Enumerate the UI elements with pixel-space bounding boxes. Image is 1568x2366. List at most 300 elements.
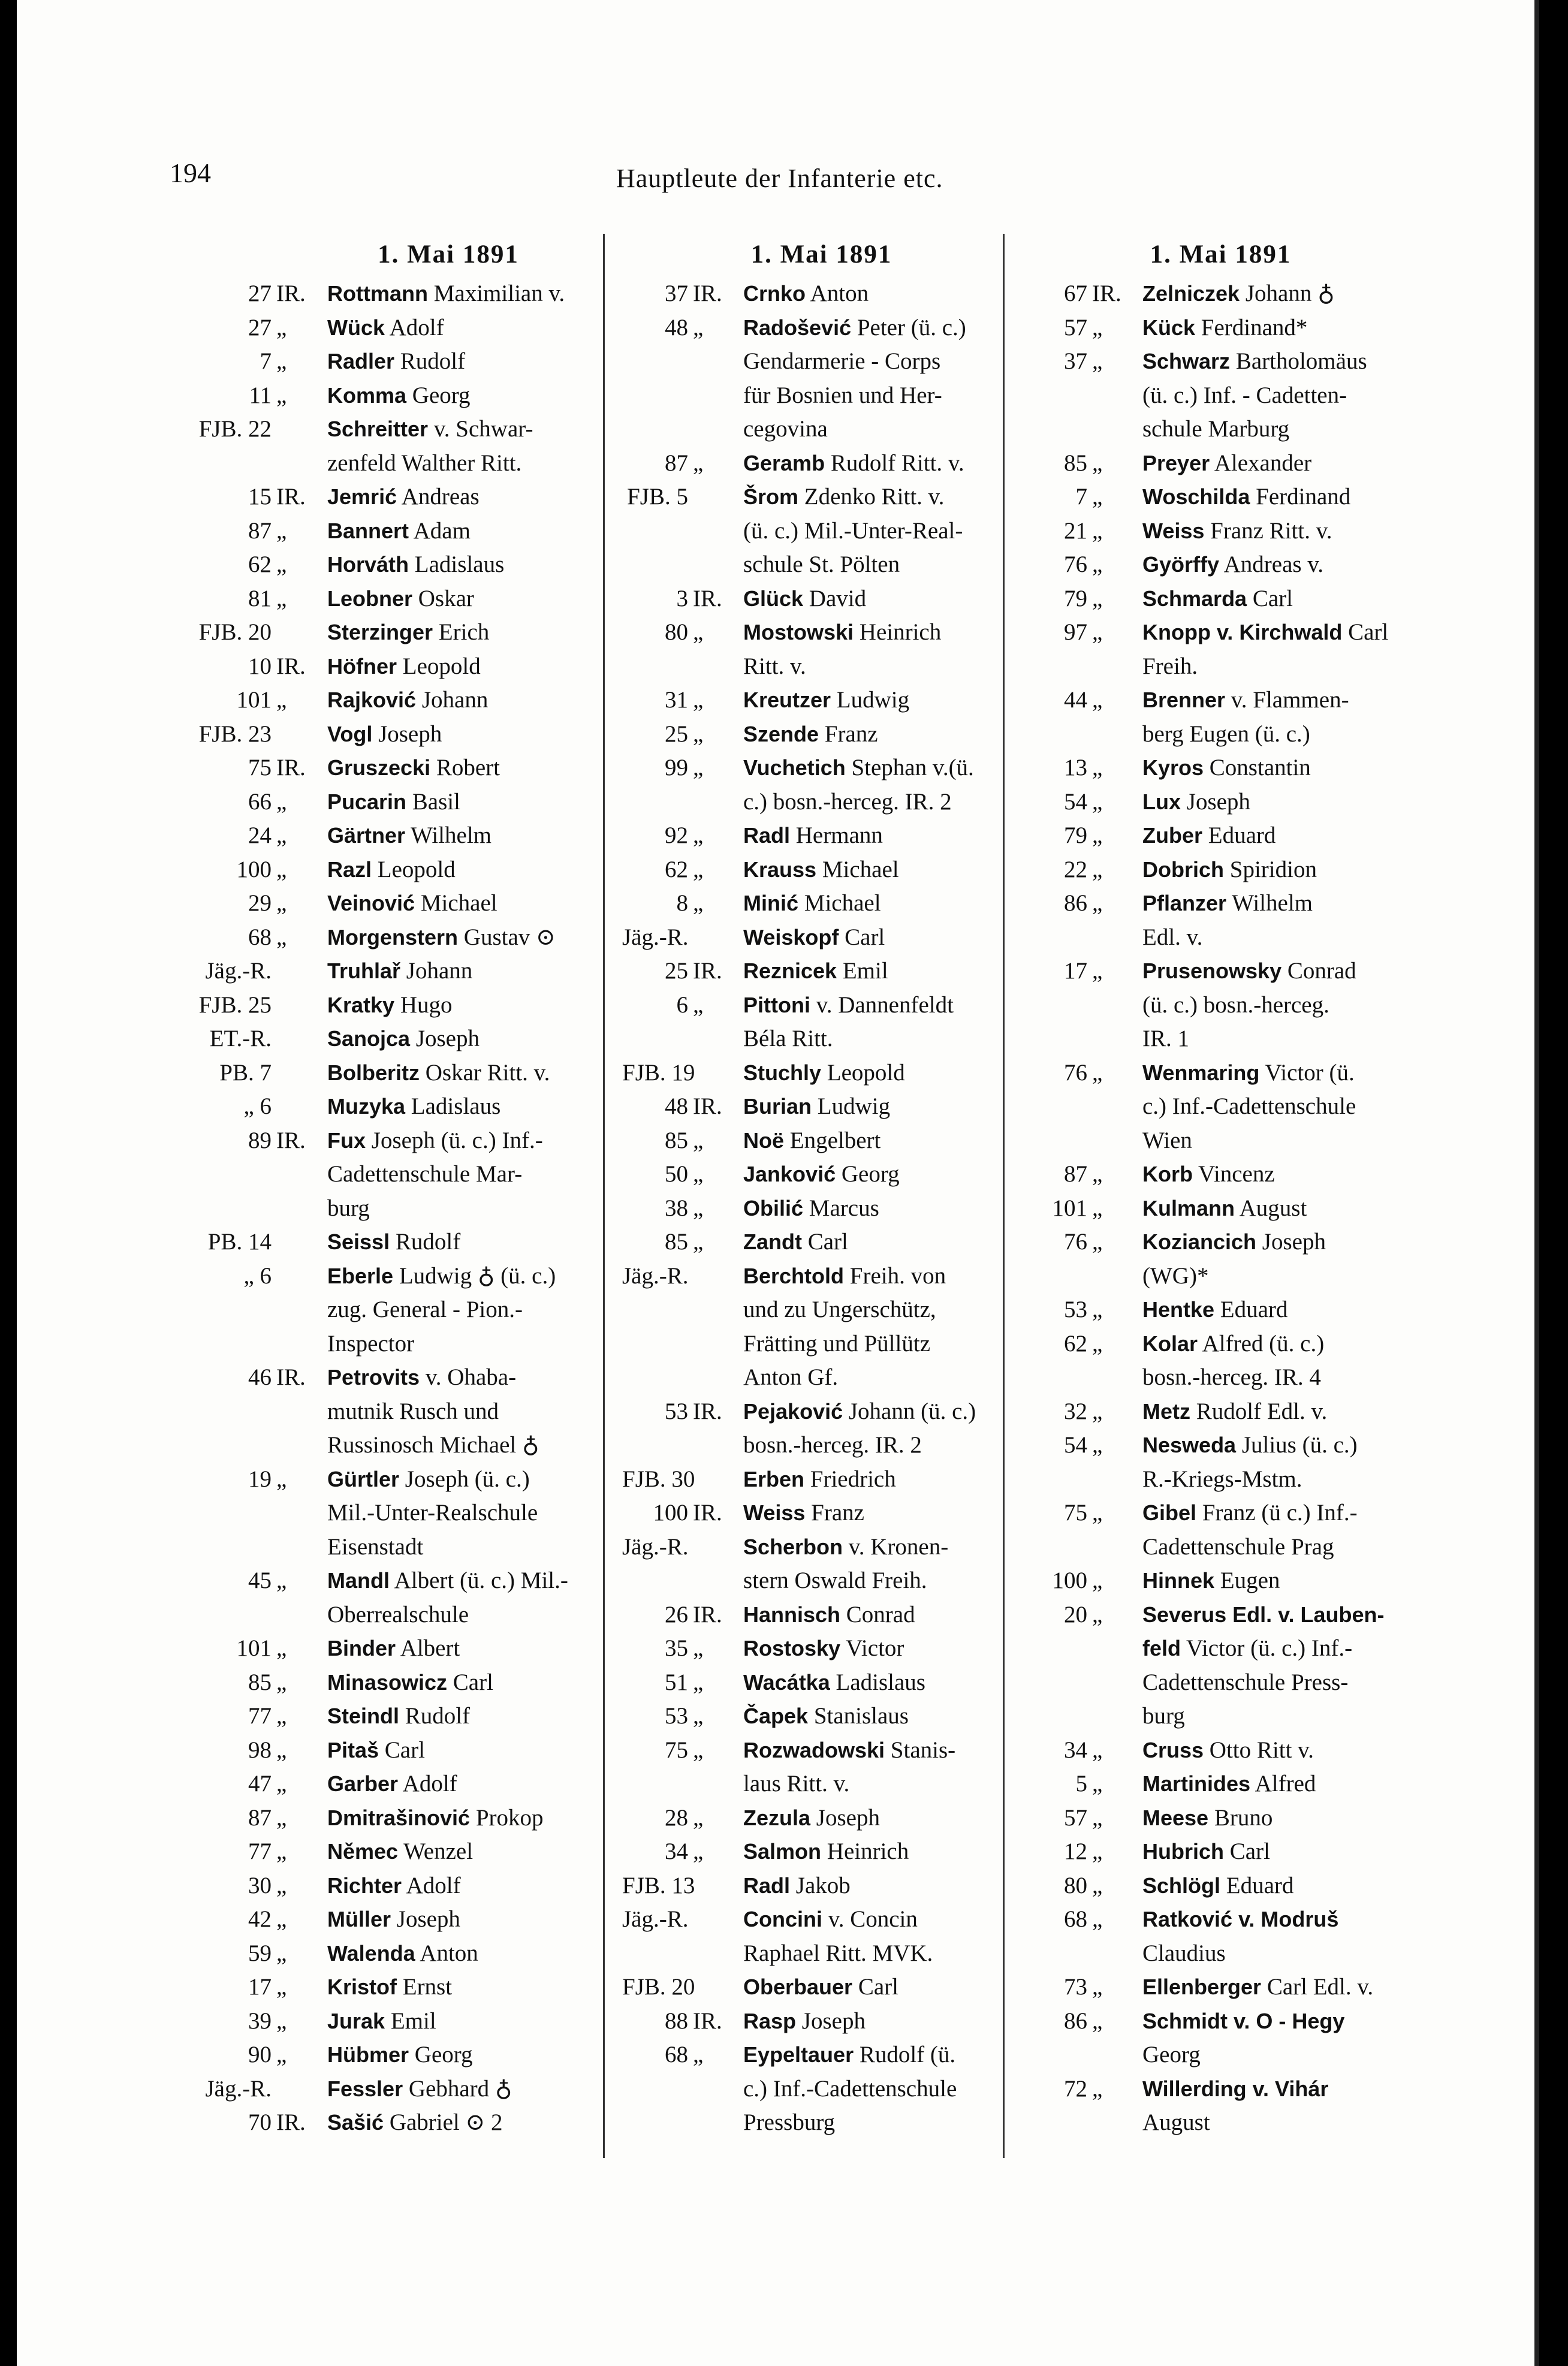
given-name-details: Stephan v.(ü. c.) bosn.-herceg. IR. 2 bbox=[743, 755, 974, 815]
surname: Nesweda bbox=[1142, 1433, 1237, 1457]
regiment-type: „ bbox=[693, 1703, 704, 1729]
regiment-type bbox=[688, 1530, 743, 1598]
unit-number: 54 bbox=[1064, 1432, 1087, 1458]
officer-entry bbox=[327, 514, 628, 548]
unit-number: 28 bbox=[665, 1804, 688, 1831]
surname: Weiskopf bbox=[743, 924, 839, 950]
list-item bbox=[622, 954, 1021, 988]
given-name-details: v. Dannenfeldt Béla Ritt. bbox=[743, 991, 954, 1051]
regiment-type: „ bbox=[693, 687, 704, 713]
regiment-type: IR. bbox=[276, 755, 306, 780]
officer-entry bbox=[1142, 887, 1420, 954]
surname: Gürtler bbox=[327, 1466, 400, 1491]
given-name-details: Gabriel ⊙ 2 bbox=[384, 2109, 503, 2135]
officer-entry bbox=[743, 1734, 1021, 1801]
surname: Leobner bbox=[327, 586, 413, 611]
list-item bbox=[197, 2038, 628, 2072]
given-name-details: Leopold bbox=[372, 856, 456, 882]
list-item bbox=[197, 1124, 628, 1226]
surname: Hubrich bbox=[1142, 1839, 1225, 1864]
given-name-details: Eugen bbox=[1214, 1568, 1280, 1593]
surname: Čapek bbox=[743, 1704, 809, 1728]
officer-entry bbox=[743, 311, 1021, 447]
given-name-details: Johann ♁ bbox=[1240, 281, 1335, 306]
surname: Dobrich bbox=[1142, 857, 1225, 882]
regiment-type: „ bbox=[1092, 517, 1103, 544]
surname: Zuber bbox=[1142, 823, 1203, 848]
given-name-details: Ludwig bbox=[812, 1093, 891, 1119]
regiment-type: „ bbox=[276, 924, 287, 950]
officer-entry bbox=[327, 480, 628, 514]
given-name-details: Conrad (ü. c.) bosn.-herceg. IR. 1 bbox=[1142, 958, 1356, 1051]
list-item bbox=[197, 1259, 628, 1361]
regiment-type bbox=[272, 1090, 327, 1124]
officer-entry bbox=[743, 1801, 1021, 1835]
given-name-details: Prokop bbox=[470, 1804, 544, 1831]
officer-entry bbox=[327, 1259, 628, 1361]
surname: Wenmaring bbox=[1142, 1060, 1260, 1085]
given-name-details: Heinrich bbox=[821, 1838, 909, 1864]
unit-number: PB. 7 bbox=[219, 1059, 272, 1086]
officer-entry bbox=[743, 582, 1021, 616]
officer-entry bbox=[1142, 548, 1420, 582]
column-3 bbox=[1021, 240, 1420, 2140]
unit-number: FJB. 20 bbox=[198, 619, 272, 645]
officer-entry bbox=[743, 954, 1021, 988]
surname: Weiss bbox=[743, 1500, 806, 1525]
surname: Pflanzer bbox=[1142, 891, 1227, 915]
officer-entry bbox=[743, 1632, 1021, 1666]
unit-number: 17 bbox=[248, 1974, 272, 2000]
unit-number: 19 bbox=[248, 1466, 272, 1492]
regiment-type: „ bbox=[1092, 788, 1103, 815]
list-item bbox=[197, 1056, 628, 1090]
regiment-type: „ bbox=[276, 1466, 287, 1492]
surname: Eypeltauer bbox=[743, 2042, 854, 2067]
list-item bbox=[1021, 683, 1420, 751]
surname: Mandl bbox=[327, 1568, 390, 1593]
unit-number: 54 bbox=[1064, 788, 1087, 815]
surname: Oberbauer bbox=[743, 1975, 853, 1999]
surname: Jemrić bbox=[327, 484, 397, 509]
officer-entry bbox=[1142, 1428, 1420, 1496]
officer-entry bbox=[1142, 514, 1420, 548]
regiment-type: „ bbox=[276, 551, 287, 577]
surname: Dmitrašinović bbox=[327, 1805, 471, 1830]
given-name-details: Carl Edl. v. bbox=[1261, 1974, 1374, 2000]
regiment-type: IR. bbox=[276, 2109, 306, 2135]
list-item bbox=[622, 1124, 1021, 1158]
officer-entry bbox=[1142, 2005, 1420, 2072]
surname: Šrom bbox=[743, 484, 799, 509]
list-item bbox=[622, 447, 1021, 481]
surname: Binder bbox=[327, 1636, 396, 1660]
officer-entry bbox=[1142, 311, 1420, 345]
list-item bbox=[1021, 616, 1420, 683]
list-item bbox=[197, 2072, 628, 2106]
surname: Rozwadowski bbox=[743, 1737, 885, 1762]
unit-number: 101 bbox=[1052, 1195, 1087, 1221]
given-name-details: Eduard bbox=[1214, 1297, 1288, 1322]
regiment-type: IR. bbox=[276, 1127, 306, 1153]
given-name-details: Joseph bbox=[410, 1026, 480, 1051]
surname: Rasp bbox=[743, 2008, 797, 2033]
unit-number: Jäg.-R. bbox=[622, 1533, 689, 1560]
surname: Lux bbox=[1142, 789, 1181, 814]
regiment-type: IR. bbox=[693, 585, 722, 611]
list-item bbox=[197, 1801, 628, 1835]
column-heading: 1. Mai 1891 bbox=[378, 240, 519, 269]
surname: Walenda bbox=[327, 1940, 415, 1966]
given-name-details: Ladislaus bbox=[830, 1669, 925, 1695]
surname: Reznicek bbox=[743, 959, 837, 983]
surname: Geramb bbox=[743, 450, 825, 475]
officer-entry bbox=[743, 1903, 1021, 1970]
regiment-type: „ bbox=[1092, 1500, 1103, 1526]
list-item bbox=[197, 1937, 628, 1971]
surname: Cruss bbox=[1142, 1737, 1204, 1762]
officer-entry bbox=[743, 1225, 1021, 1259]
officer-entry bbox=[743, 1530, 1021, 1598]
unit-number: 80 bbox=[1064, 1872, 1087, 1898]
surname: Rottmann bbox=[327, 281, 428, 306]
officer-entry bbox=[327, 1767, 628, 1801]
unit-number: 27 bbox=[248, 314, 272, 340]
unit-number: 59 bbox=[248, 1940, 272, 1966]
given-name-details: Adam bbox=[409, 517, 471, 544]
list-item bbox=[197, 718, 628, 752]
surname: Koziancich bbox=[1142, 1229, 1257, 1254]
surname: Willerding v. Vihár bbox=[1142, 2076, 1329, 2101]
regiment-type bbox=[688, 1056, 743, 1090]
list-item bbox=[622, 1158, 1021, 1192]
surname: Eberle bbox=[327, 1263, 394, 1288]
given-name-details: Joseph (WG)* bbox=[1142, 1229, 1326, 1289]
surname: Pittoni bbox=[743, 992, 810, 1017]
list-item bbox=[1021, 1192, 1420, 1226]
list-item bbox=[1021, 480, 1420, 514]
unit-number: FJB. 19 bbox=[622, 1059, 695, 1086]
list-item bbox=[622, 1699, 1021, 1734]
regiment-type: „ bbox=[1092, 551, 1103, 577]
entry-list bbox=[622, 277, 1021, 2140]
regiment-type: „ bbox=[693, 1804, 704, 1831]
regiment-type: „ bbox=[276, 1804, 287, 1831]
officer-entry bbox=[1142, 1903, 1420, 1970]
regiment-type: IR. bbox=[693, 2008, 722, 2034]
given-name-details: Alfred bbox=[1250, 1771, 1316, 1797]
unit-number: 62 bbox=[1064, 1330, 1087, 1357]
unit-number: 87 bbox=[665, 450, 688, 476]
officer-entry bbox=[327, 2038, 628, 2072]
unit-number: 101 bbox=[236, 1635, 272, 1661]
running-title: Hauptleute der Infanterie etc. bbox=[616, 164, 943, 193]
officer-entry bbox=[743, 1463, 1021, 1497]
unit-number: 62 bbox=[665, 856, 688, 882]
officer-entry bbox=[327, 379, 628, 413]
surname: Ellenberger bbox=[1142, 1975, 1262, 1999]
given-name-details: Albert (ü. c.) Mil.- Oberrealschule bbox=[327, 1568, 568, 1627]
unit-number: 6 bbox=[676, 991, 688, 1018]
unit-number: 87 bbox=[1064, 1161, 1087, 1187]
surname: Weiss bbox=[1142, 518, 1205, 543]
regiment-type: „ bbox=[276, 1669, 287, 1695]
regiment-type: „ bbox=[276, 1568, 287, 1593]
list-item bbox=[622, 1463, 1021, 1497]
regiment-type: IR. bbox=[276, 484, 306, 510]
given-name-details: Carl bbox=[447, 1669, 493, 1695]
unit-number: 73 bbox=[1064, 1974, 1087, 2000]
list-item bbox=[622, 2038, 1021, 2140]
regiment-type: „ bbox=[1092, 1601, 1103, 1627]
given-name-details: Robert bbox=[430, 755, 500, 780]
surname: Schlögl bbox=[1142, 1873, 1221, 1898]
officer-entry bbox=[1142, 1564, 1420, 1598]
surname: Radošević bbox=[743, 315, 852, 340]
list-item bbox=[622, 1801, 1021, 1835]
list-item bbox=[622, 582, 1021, 616]
officer-entry bbox=[743, 1395, 1021, 1463]
regiment-type: „ bbox=[693, 856, 704, 882]
regiment-type: „ bbox=[693, 2042, 704, 2067]
unit-number: 75 bbox=[1064, 1500, 1087, 1526]
unit-number: 35 bbox=[665, 1635, 688, 1661]
officer-entry bbox=[1142, 447, 1420, 481]
given-name-details: Johann (ü. c.) bosn.-herceg. IR. 2 bbox=[743, 1398, 976, 1458]
regiment-type bbox=[688, 1970, 743, 2005]
officer-entry bbox=[327, 345, 628, 379]
unit-number: 90 bbox=[248, 2042, 272, 2067]
surname: Pitaš bbox=[327, 1737, 379, 1762]
list-item bbox=[197, 582, 628, 616]
surname: Hannisch bbox=[743, 1602, 841, 1627]
list-item bbox=[622, 1903, 1021, 1970]
given-name-details: Adolf bbox=[398, 1771, 457, 1797]
unit-number: 7 bbox=[260, 348, 272, 374]
column-heading: 1. Mai 1891 bbox=[750, 240, 892, 269]
unit-number: 100 bbox=[1052, 1568, 1087, 1593]
unit-number: PB. 14 bbox=[207, 1229, 272, 1255]
officer-entry bbox=[743, 1666, 1021, 1700]
surname: Müller bbox=[327, 1907, 391, 1931]
officer-entry bbox=[743, 683, 1021, 718]
officer-entry bbox=[1142, 277, 1420, 311]
given-name-details: v. Schwar- zenfeld Walther Ritt. bbox=[327, 416, 533, 476]
unit-number: 67 bbox=[1064, 281, 1087, 306]
unit-number: 27 bbox=[248, 281, 272, 306]
regiment-type bbox=[272, 718, 327, 752]
list-item bbox=[197, 379, 628, 413]
regiment-type: „ bbox=[276, 788, 287, 815]
list-item bbox=[197, 412, 628, 480]
officer-entry bbox=[327, 2072, 628, 2106]
regiment-type: IR. bbox=[693, 1500, 722, 1526]
officer-entry bbox=[1142, 1293, 1420, 1327]
regiment-type: „ bbox=[276, 2042, 287, 2067]
surname: Kück bbox=[1142, 315, 1196, 340]
surname: Schmarda bbox=[1142, 586, 1247, 611]
unit-number: 30 bbox=[248, 1872, 272, 1898]
regiment-type: „ bbox=[276, 890, 287, 916]
list-item bbox=[622, 1192, 1021, 1226]
unit-number: 29 bbox=[248, 890, 272, 916]
regiment-type bbox=[688, 1463, 743, 1497]
list-item bbox=[197, 548, 628, 582]
regiment-type: „ bbox=[1092, 958, 1103, 984]
regiment-type: „ bbox=[693, 1635, 704, 1661]
regiment-type: „ bbox=[1092, 687, 1103, 713]
list-item bbox=[622, 1598, 1021, 1632]
list-item bbox=[622, 1734, 1021, 1801]
list-item bbox=[197, 1970, 628, 2005]
surname: Hinnek bbox=[1142, 1568, 1215, 1593]
list-item bbox=[622, 1090, 1021, 1124]
list-item bbox=[622, 1496, 1021, 1530]
given-name-details: Friedrich bbox=[804, 1466, 896, 1492]
unit-number: Jäg.-R. bbox=[622, 1262, 689, 1289]
surname: Radl bbox=[743, 823, 791, 848]
list-item bbox=[1021, 1869, 1420, 1903]
list-item bbox=[197, 1564, 628, 1632]
regiment-type: „ bbox=[1092, 1906, 1103, 1932]
officer-entry bbox=[743, 751, 1021, 819]
list-item bbox=[1021, 1496, 1420, 1564]
surname: Erben bbox=[743, 1466, 805, 1491]
given-name-details: Victor bbox=[840, 1635, 904, 1661]
surname: Kolar bbox=[1142, 1331, 1198, 1356]
surname: Martinides bbox=[1142, 1771, 1251, 1796]
officer-entry bbox=[327, 311, 628, 345]
surname: Wacátka bbox=[743, 1669, 830, 1695]
surname: Schreitter bbox=[327, 417, 429, 441]
regiment-type bbox=[272, 2072, 327, 2106]
given-name-details: Andreas v. bbox=[1219, 551, 1324, 577]
unit-number: 48 bbox=[665, 314, 688, 340]
officer-entry bbox=[327, 819, 628, 853]
list-item bbox=[1021, 1056, 1420, 1158]
regiment-type: „ bbox=[693, 822, 704, 848]
list-item bbox=[622, 683, 1021, 718]
unit-number: 62 bbox=[248, 551, 272, 577]
unit-number: 85 bbox=[665, 1229, 688, 1255]
officer-entry bbox=[743, 1598, 1021, 1632]
unit-number: FJB. 20 bbox=[622, 1974, 695, 2000]
list-item bbox=[197, 1666, 628, 1700]
given-name-details: Hugo bbox=[394, 991, 453, 1018]
officer-entry bbox=[327, 1124, 628, 1226]
given-name-details: Georg bbox=[409, 2042, 473, 2067]
list-item bbox=[1021, 1835, 1420, 1869]
given-name-details: August bbox=[1142, 2109, 1210, 2135]
given-name-details: Alexander bbox=[1210, 450, 1312, 476]
officer-entry bbox=[1142, 1801, 1420, 1835]
officer-entry bbox=[327, 718, 628, 752]
given-name-details: Wenzel bbox=[398, 1838, 474, 1864]
unit-number: 79 bbox=[1064, 585, 1087, 611]
surname: Metz bbox=[1142, 1398, 1190, 1424]
surname: Sterzinger bbox=[327, 620, 433, 644]
officer-entry bbox=[327, 853, 628, 887]
unit-number: 17 bbox=[1064, 958, 1087, 984]
list-item bbox=[197, 616, 628, 650]
regiment-type: „ bbox=[1092, 1161, 1103, 1187]
regiment-type: „ bbox=[693, 314, 704, 340]
regiment-type: IR. bbox=[693, 1398, 722, 1424]
regiment-type: „ bbox=[276, 1872, 287, 1898]
unit-number: 87 bbox=[248, 517, 272, 544]
officer-entry bbox=[327, 1734, 628, 1768]
given-name-details: Ludwig bbox=[831, 687, 910, 713]
unit-number: Jäg.-R. bbox=[622, 924, 689, 950]
surname: Garber bbox=[327, 1771, 399, 1796]
given-name-details: Leopold bbox=[397, 653, 481, 679]
officer-entry bbox=[327, 1666, 628, 1700]
regiment-type: „ bbox=[693, 619, 704, 645]
given-name-details: Peter (ü. c.) Gendarmerie - Corps für Bosnien und Her- cegovina bbox=[743, 314, 966, 442]
surname: Hentke bbox=[1142, 1297, 1215, 1322]
list-item bbox=[197, 650, 628, 684]
unit-number: 20 bbox=[1064, 1601, 1087, 1627]
officer-entry bbox=[1142, 1869, 1420, 1903]
surname: Seissl bbox=[327, 1229, 390, 1254]
surname: Bolberitz bbox=[327, 1060, 420, 1085]
page-number: 194 bbox=[170, 158, 211, 188]
given-name-details: Gebhard ♁ bbox=[403, 2075, 512, 2102]
regiment-type: „ bbox=[693, 991, 704, 1018]
officer-entry bbox=[1142, 582, 1420, 616]
unit-number: FJB. 23 bbox=[198, 721, 272, 747]
officer-entry bbox=[743, 921, 1021, 955]
unit-number: FJB. 13 bbox=[622, 1872, 695, 1898]
regiment-type: „ bbox=[276, 1940, 287, 1966]
officer-entry bbox=[327, 1835, 628, 1869]
list-item bbox=[622, 1632, 1021, 1666]
regiment-type: „ bbox=[1092, 1838, 1103, 1864]
given-name-details: Stanis- laus Ritt. v. bbox=[743, 1737, 956, 1797]
officer-entry bbox=[327, 2005, 628, 2039]
regiment-type: „ bbox=[693, 1669, 704, 1695]
given-name-details: Joseph bbox=[796, 2008, 866, 2034]
given-name-details: Ludwig ♁ (ü. c.) zug. General - Pion.- Inspector bbox=[327, 1262, 556, 1357]
officer-entry bbox=[743, 887, 1021, 921]
given-name-details: Franz (ü c.) Inf.- Cadettenschule Prag bbox=[1142, 1500, 1358, 1560]
officer-entry bbox=[1142, 785, 1420, 819]
list-item bbox=[197, 1022, 628, 1056]
list-item bbox=[622, 1395, 1021, 1463]
list-item bbox=[1021, 548, 1420, 582]
regiment-type: „ bbox=[693, 1838, 704, 1864]
given-name-details: Joseph bbox=[372, 721, 442, 747]
list-item bbox=[622, 1970, 1021, 2005]
regiment-type: „ bbox=[1092, 348, 1103, 374]
regiment-type: „ bbox=[1092, 1059, 1103, 1086]
unit-number: 51 bbox=[665, 1669, 688, 1695]
given-name-details: Joseph (ü. c.) Mil.-Unter-Realschule Eisenstadt bbox=[327, 1466, 538, 1560]
regiment-type: „ bbox=[693, 1737, 704, 1763]
unit-number: 45 bbox=[248, 1568, 272, 1593]
regiment-type: „ bbox=[693, 1127, 704, 1153]
regiment-type: „ bbox=[1092, 619, 1103, 645]
surname: Bannert bbox=[327, 518, 409, 543]
officer-entry bbox=[743, 718, 1021, 752]
given-name-details: Freih. von und zu Ungerschütz, Frätting und Püllütz Anton Gf. bbox=[743, 1262, 946, 1390]
given-name-details: v. Ohaba- mutnik Rusch und Russinosch Michael ♁ bbox=[327, 1364, 539, 1458]
given-name-details: Oskar bbox=[412, 585, 474, 611]
surname: Sašić bbox=[327, 2110, 384, 2135]
surname: Fux bbox=[327, 1128, 366, 1153]
entry-list bbox=[1021, 277, 1420, 2140]
list-item bbox=[197, 853, 628, 887]
